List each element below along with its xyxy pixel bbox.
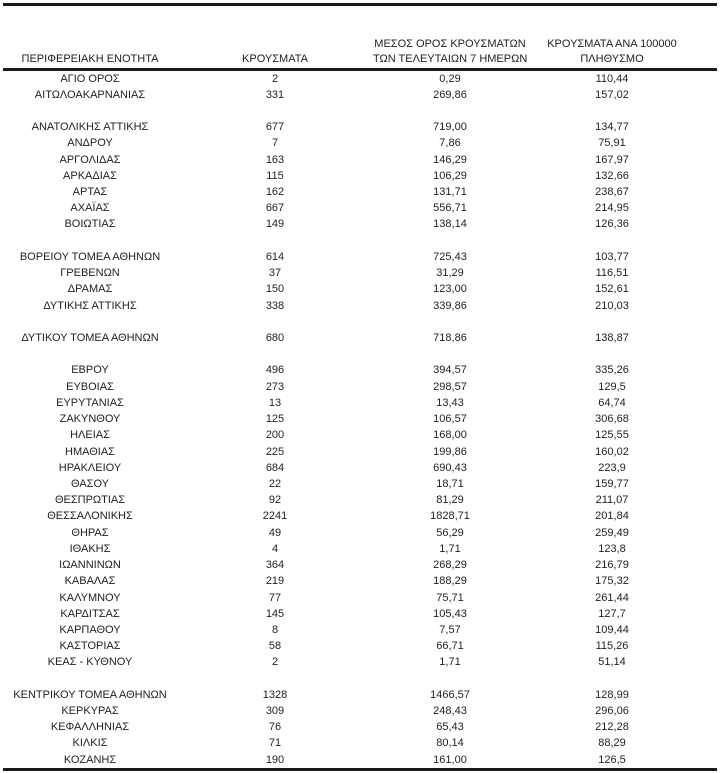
table-row: [3, 687, 717, 703]
region-name-cell: ΑΡΚΑΔΙΑΣ: [63, 169, 117, 182]
cases-cell: 200: [265, 429, 285, 442]
table-row: [3, 492, 717, 508]
per100k-cell: 167,97: [595, 153, 629, 166]
per100k-cell: 152,61: [595, 283, 629, 296]
cases-cell: 2: [271, 656, 279, 669]
region-name-cell: ΚΕΝΤΡΙΚΟΥ ΤΟΜΕΑ ΑΘΗΝΩΝ: [13, 688, 167, 701]
cases-cell: 49: [268, 526, 282, 539]
avg7-cell: 56,29: [436, 526, 464, 539]
region-name-cell: ΚΑΡΔΙΤΣΑΣ: [60, 607, 120, 620]
region-name-cell: ΕΥΒΟΙΑΣ: [66, 380, 114, 393]
section-spacer: [3, 671, 717, 687]
avg7-cell: 199,86: [433, 445, 467, 458]
per100k-cell: 134,77: [595, 121, 629, 134]
cases-cell: 150: [265, 283, 285, 296]
avg7-cell: 123,00: [433, 283, 467, 296]
table-row: [3, 281, 717, 297]
header-cases: [177, 52, 373, 67]
per100k-cell: 51,14: [598, 656, 626, 669]
cases-cell: 309: [265, 705, 285, 718]
per100k-cell: 132,66: [595, 169, 629, 182]
per100k-cell: 127,7: [598, 607, 626, 620]
avg7-cell: 146,29: [433, 153, 467, 166]
region-name-cell: ΙΘΑΚΗΣ: [69, 542, 111, 555]
region-name-cell: ΔΥΤΙΚΟΥ ΤΟΜΕΑ ΑΘΗΝΩΝ: [21, 332, 159, 344]
avg7-cell: 75,71: [436, 591, 464, 604]
header-region-label: ΠΕΡΙΦΕΡΕΙΑΚΗ ΕΝΟΤΗΤΑ: [21, 53, 159, 65]
avg7-cell: 298,57: [433, 380, 467, 393]
table-row: [3, 216, 717, 232]
cases-cell: 13: [268, 396, 282, 409]
per100k-cell: 88,29: [598, 737, 626, 750]
avg7-cell: 13,43: [436, 396, 464, 409]
region-name-cell: ΗΜΑΘΙΑΣ: [65, 445, 115, 458]
cases-cell: 58: [268, 640, 282, 653]
cases-cell: 7: [271, 137, 279, 150]
region-name-cell: ΘΑΣΟΥ: [70, 477, 110, 490]
region-name-cell: ΗΡΑΚΛΕΙΟΥ: [58, 461, 122, 474]
region-name-cell: ΑΝΔΡΟΥ: [67, 137, 113, 150]
per100k-cell: 75,91: [598, 137, 626, 150]
section-spacer: [3, 314, 717, 330]
table-row: [3, 460, 717, 476]
table-row: [3, 606, 717, 622]
table-row: [3, 379, 717, 395]
table-row: [3, 298, 717, 314]
region-name-cell: ΚΟΖΑΝΗΣ: [63, 753, 117, 766]
table-row: [3, 752, 717, 768]
table-row: [3, 703, 717, 719]
cases-cell: 219: [265, 575, 285, 588]
region-name-cell: ΑΡΤΑΣ: [72, 186, 108, 199]
avg7-cell: 65,43: [436, 721, 464, 734]
avg7-cell: 18,71: [436, 477, 464, 490]
table-row: [3, 152, 717, 168]
table-row: [3, 622, 717, 638]
table-row: [3, 735, 717, 751]
table-row: [3, 362, 717, 378]
avg7-cell: 718,86: [433, 332, 467, 344]
table-row: [3, 525, 717, 541]
per100k-cell: 64,74: [598, 396, 626, 409]
cases-cell: 4: [271, 542, 279, 555]
header-avg7-line2: ΤΩΝ ΤΕΛΕΥΤΑΙΩΝ 7 ΗΜΕΡΩΝ: [373, 53, 528, 65]
avg7-cell: 690,43: [433, 461, 467, 474]
cases-cell: 71: [268, 737, 282, 750]
per100k-cell: 306,68: [595, 413, 629, 426]
per100k-cell: 296,06: [595, 705, 629, 718]
cases-cell: 338: [265, 299, 285, 312]
region-name-cell: ΒΟΡΕΙΟΥ ΤΟΜΕΑ ΑΘΗΝΩΝ: [19, 250, 161, 263]
table-row: [3, 573, 717, 589]
table-row: [3, 200, 717, 216]
per100k-cell: 109,44: [595, 623, 629, 636]
per100k-cell: 126,5: [598, 753, 626, 766]
bottom-rule: [3, 768, 717, 771]
per100k-cell: 216,79: [595, 559, 629, 572]
header-per100k-line2: ΠΛΗΘΥΣΜΟ: [580, 53, 644, 65]
region-name-cell: ΑΡΓΟΛΙΔΑΣ: [59, 153, 121, 166]
avg7-cell: 1466,57: [430, 688, 470, 701]
avg7-cell: 7,86: [439, 137, 461, 150]
region-name-cell: ΖΑΚΥΝΘΟΥ: [59, 413, 121, 426]
table-row: [3, 590, 717, 606]
cases-cell: 684: [265, 461, 285, 474]
region-name-cell: ΚΑΣΤΟΡΙΑΣ: [59, 640, 121, 653]
region-name-cell: ΙΩΑΝΝΙΝΩΝ: [59, 559, 121, 572]
table-row: [3, 249, 717, 265]
table-row: [3, 395, 717, 411]
section-spacer: [3, 346, 717, 362]
cases-cell: 125: [265, 413, 285, 426]
region-name-cell: ΚΑΡΠΑΘΟΥ: [59, 623, 121, 636]
cases-cell: 2: [271, 72, 279, 85]
cases-cell: 190: [265, 753, 285, 766]
avg7-cell: 31,29: [436, 267, 464, 280]
section-spacer: [3, 103, 717, 119]
header-avg7: [373, 37, 527, 67]
cases-cell: 273: [265, 380, 285, 393]
region-name-cell: ΕΥΡΥΤΑΝΙΑΣ: [56, 396, 124, 409]
avg7-cell: 725,43: [433, 250, 467, 263]
per100k-cell: 157,02: [595, 88, 629, 101]
per100k-cell: 129,5: [598, 380, 626, 393]
avg7-cell: 248,43: [433, 705, 467, 718]
per100k-cell: 201,84: [595, 510, 629, 523]
cases-cell: 1328: [262, 688, 288, 701]
cases-cell: 2241: [262, 510, 288, 523]
region-name-cell: ΚΑΛΥΜΝΟΥ: [59, 591, 121, 604]
region-name-cell: ΚΑΒΑΛΑΣ: [64, 575, 116, 588]
avg7-cell: 161,00: [433, 753, 467, 766]
region-name-cell: ΒΟΙΩΤΙΑΣ: [64, 218, 116, 231]
avg7-cell: 269,86: [433, 88, 467, 101]
per100k-cell: 223,9: [598, 461, 626, 474]
per100k-cell: 138,87: [595, 332, 629, 344]
header-avg7-line1: ΜΕΣΟΣ ΟΡΟΣ ΚΡΟΥΣΜΑΤΩΝ: [374, 38, 526, 50]
table-row: [3, 444, 717, 460]
header-cases-label: ΚΡΟΥΣΜΑΤΑ: [242, 53, 308, 65]
region-name-cell: ΓΡΕΒΕΝΩΝ: [60, 267, 120, 280]
per100k-cell: 116,51: [595, 267, 629, 280]
table-row: [3, 330, 717, 346]
cases-cell: 22: [268, 477, 282, 490]
table-row: [3, 119, 717, 135]
cases-cell: 163: [265, 153, 285, 166]
avg7-cell: 81,29: [436, 494, 464, 507]
header-per100k-line1: ΚΡΟΥΣΜΑΤΑ ΑΝΑ 100000: [547, 38, 677, 50]
region-name-cell: ΚΕΑΣ - ΚΥΘΝΟΥ: [47, 656, 133, 669]
region-name-cell: ΘΕΣΠΡΩΤΙΑΣ: [54, 494, 126, 507]
table-row: [3, 557, 717, 573]
avg7-cell: 268,29: [433, 559, 467, 572]
per100k-cell: 110,44: [595, 72, 629, 85]
avg7-cell: 188,29: [433, 575, 467, 588]
cases-cell: 8: [271, 623, 279, 636]
table-row: [3, 654, 717, 670]
region-name-cell: ΑΙΤΩΛΟΑΚΑΡΝΑΝΙΑΣ: [34, 88, 146, 101]
cases-cell: 37: [268, 267, 282, 280]
per100k-cell: 261,44: [595, 591, 629, 604]
avg7-cell: 7,57: [439, 623, 461, 636]
region-name-cell: ΚΕΡΚΥΡΑΣ: [61, 705, 119, 718]
cases-cell: 115: [266, 169, 284, 182]
cases-cell: 364: [265, 559, 285, 572]
table-row: [3, 135, 717, 151]
region-name-cell: ΚΕΦΑΛΛΗΝΙΑΣ: [50, 721, 130, 734]
avg7-cell: 0,29: [439, 72, 461, 85]
header-per100k: [527, 37, 697, 67]
per100k-cell: 214,95: [595, 202, 629, 215]
table-row: [3, 541, 717, 557]
region-name-cell: ΘΕΣΣΑΛΟΝΙΚΗΣ: [47, 510, 133, 523]
table-row: [3, 168, 717, 184]
avg7-cell: 1828,71: [430, 510, 470, 523]
cases-cell: 667: [265, 202, 285, 215]
cases-cell: 92: [268, 494, 282, 507]
table-row: [3, 71, 717, 87]
cases-cell: 496: [265, 364, 285, 377]
avg7-cell: 80,14: [436, 737, 464, 750]
cases-table: [3, 3, 717, 771]
per100k-cell: 128,99: [595, 688, 629, 701]
table-row: [3, 719, 717, 735]
avg7-cell: 339,86: [433, 299, 467, 312]
header-region: [3, 52, 177, 67]
cases-cell: 677: [265, 121, 285, 134]
region-name-cell: ΘΗΡΑΣ: [71, 526, 109, 539]
avg7-cell: 1,71: [439, 542, 461, 555]
per100k-cell: 159,77: [595, 477, 629, 490]
per100k-cell: 238,67: [595, 186, 629, 199]
per100k-cell: 175,32: [595, 575, 629, 588]
avg7-cell: 719,00: [433, 121, 467, 134]
per100k-cell: 259,49: [595, 526, 629, 539]
avg7-cell: 106,57: [433, 413, 467, 426]
per100k-cell: 210,03: [595, 299, 629, 312]
avg7-cell: 168,00: [433, 429, 467, 442]
table-row: [3, 508, 717, 524]
per100k-cell: 103,77: [595, 250, 629, 263]
table-row: [3, 427, 717, 443]
cases-cell: 680: [265, 332, 285, 344]
cases-cell: 331: [265, 88, 285, 101]
avg7-cell: 105,43: [433, 607, 467, 620]
per100k-cell: 212,28: [595, 721, 629, 734]
per100k-cell: 123,8: [598, 542, 626, 555]
per100k-cell: 211,07: [595, 494, 629, 507]
per100k-cell: 335,26: [595, 364, 629, 377]
avg7-cell: 1,71: [439, 656, 461, 669]
avg7-cell: 131,71: [433, 186, 467, 199]
table-header: [3, 6, 717, 68]
region-name-cell: ΚΙΛΚΙΣ: [72, 737, 108, 750]
cases-cell: 225: [265, 445, 285, 458]
per100k-cell: 126,36: [595, 218, 629, 231]
region-name-cell: ΔΡΑΜΑΣ: [67, 283, 113, 296]
region-name-cell: ΗΛΕΙΑΣ: [70, 429, 110, 442]
cases-cell: 145: [265, 607, 285, 620]
avg7-cell: 138,14: [433, 218, 467, 231]
table-row: [3, 411, 717, 427]
cases-cell: 77: [268, 591, 282, 604]
per100k-cell: 160,02: [595, 445, 629, 458]
region-name-cell: ΑΓΙΟ ΟΡΟΣ: [60, 72, 120, 85]
cases-cell: 162: [265, 186, 285, 199]
cases-cell: 149: [265, 218, 285, 231]
table-row: [3, 184, 717, 200]
avg7-cell: 394,57: [433, 364, 467, 377]
table-row: [3, 87, 717, 103]
table-row: [3, 476, 717, 492]
region-name-cell: ΑΝΑΤΟΛΙΚΗΣ ΑΤΤΙΚΗΣ: [31, 121, 149, 134]
region-name-cell: ΑΧΑΪΑΣ: [70, 202, 110, 215]
section-spacer: [3, 233, 717, 249]
avg7-cell: 556,71: [433, 202, 467, 215]
avg7-cell: 66,71: [436, 640, 464, 653]
region-name-cell: ΔΥΤΙΚΗΣ ΑΤΤΙΚΗΣ: [43, 299, 137, 312]
table-row: [3, 638, 717, 654]
per100k-cell: 115,26: [595, 640, 629, 653]
table-row: [3, 265, 717, 281]
avg7-cell: 106,29: [433, 169, 467, 182]
region-name-cell: ΕΒΡΟΥ: [71, 364, 109, 377]
table-body: [3, 71, 717, 768]
cases-cell: 76: [268, 721, 282, 734]
per100k-cell: 125,55: [595, 429, 629, 442]
cases-cell: 614: [265, 250, 285, 263]
